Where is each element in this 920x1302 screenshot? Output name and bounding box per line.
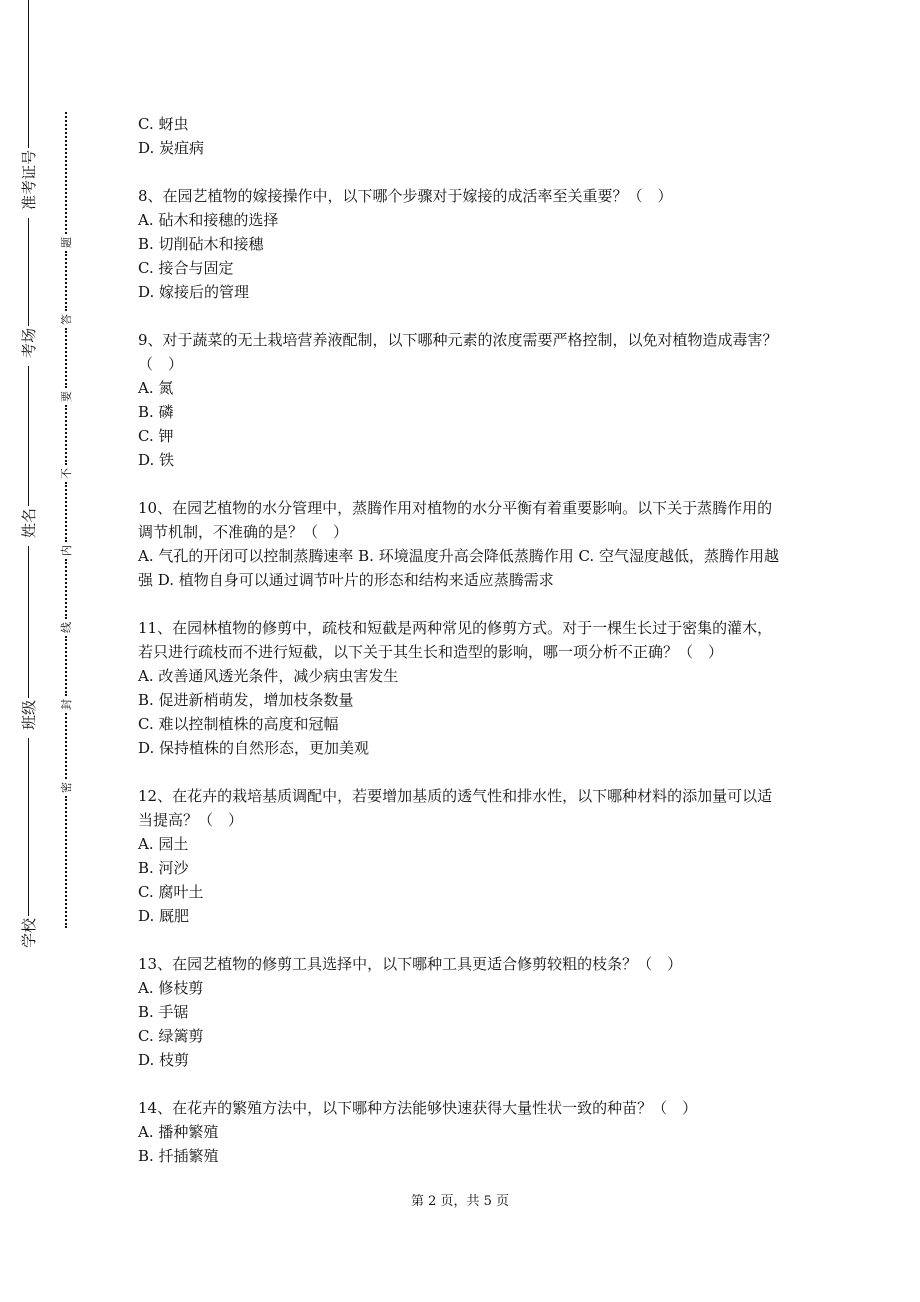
student-info-field [18, 366, 39, 538]
answer-option[interactable]: B. 扦插繁殖 [138, 1147, 219, 1165]
question-block [138, 112, 786, 160]
question-list [138, 112, 786, 1192]
answer-option[interactable]: A. 砧木和接穗的选择 [138, 211, 279, 229]
student-info-blank[interactable] [28, 218, 29, 326]
answer-option[interactable]: A. 气孔的开闭可以控制蒸腾速率 B. 环境温度升高会降低蒸腾作用 C. 空气湿度越低，蒸腾作用越强 D. 植物自身可以通过调节叶片的形态和结构来适应蒸腾需求 [138, 547, 779, 589]
answer-option[interactable]: B. 手锯 [138, 1003, 189, 1021]
answer-option[interactable]: C. 接合与固定 [138, 259, 234, 277]
answer-options [138, 1120, 786, 1168]
answer-option[interactable]: A. 播种繁殖 [138, 1123, 219, 1141]
student-info-blank[interactable] [28, 546, 29, 698]
answer-option[interactable]: D. 嫁接后的管理 [138, 283, 250, 301]
answer-option[interactable]: A. 改善通风透光条件，减少病虫害发生 [138, 667, 399, 685]
answer-options [138, 376, 786, 472]
seal-word: 答 [60, 314, 73, 325]
question-stem: 8、在园艺植物的嫁接操作中，以下哪个步骤对于嫁接的成活率至关重要？（ ） [138, 187, 673, 205]
seal-word: 密 [60, 782, 73, 793]
seal-dots [65, 328, 67, 388]
answer-option[interactable]: B. 切削砧木和接穗 [138, 235, 264, 253]
answer-options [138, 112, 786, 160]
answer-option[interactable]: D. 铁 [138, 451, 175, 469]
page-footer: 第 2 页，共 5 页 [410, 1194, 510, 1209]
answer-option[interactable]: C. 钾 [138, 427, 174, 445]
seal-word: 不 [60, 468, 73, 479]
student-info-field [18, 546, 39, 730]
seal-dots [65, 405, 67, 465]
student-info-label: 姓名 [20, 507, 38, 538]
question-stem: 10、在园艺植物的水分管理中，蒸腾作用对植物的水分平衡有着重要影响。以下关于蒸腾作用的调节机制，不准确的是？（ ） [138, 499, 773, 541]
seal-word: 线 [60, 622, 73, 633]
seal-dots [65, 112, 67, 234]
student-info-field [18, 0, 39, 210]
student-info-label: 考场 [20, 327, 38, 358]
answer-option[interactable]: D. 保持植株的自然形态，更加美观 [138, 739, 370, 757]
question-stem: 9、对于蔬菜的无土栽培营养液配制，以下哪种元素的浓度需要严格控制，以免对植物造成毒害？（ ） [138, 331, 778, 373]
question-block [138, 328, 786, 472]
student-info-label: 准考证号 [20, 149, 38, 210]
answer-options [138, 208, 786, 304]
student-info-field [18, 738, 39, 948]
answer-option[interactable]: A. 修枝剪 [138, 979, 204, 997]
seal-word: 题 [60, 237, 73, 248]
seal-dots [65, 636, 67, 696]
answer-option[interactable]: C. 腐叶土 [138, 883, 204, 901]
seal-word: 要 [60, 391, 73, 402]
seal-line [58, 110, 74, 930]
question-block [138, 184, 786, 304]
question-block [138, 952, 786, 1072]
question-block [138, 1096, 786, 1168]
student-info-blank[interactable] [28, 0, 29, 148]
answer-option[interactable]: D. 厩肥 [138, 907, 190, 925]
seal-word: 内 [60, 545, 73, 556]
seal-dots [65, 796, 67, 928]
student-info-blank[interactable] [28, 366, 29, 506]
question-block [138, 784, 786, 928]
question-stem: 14、在花卉的繁殖方法中，以下哪种方法能够快速获得大量性状一致的种苗？（ ） [138, 1099, 698, 1117]
seal-dots [65, 559, 67, 619]
answer-option[interactable]: A. 园土 [138, 835, 189, 853]
binding-margin [0, 0, 120, 1302]
answer-option[interactable]: C. 绿篱剪 [138, 1027, 204, 1045]
seal-dots [65, 251, 67, 311]
answer-option[interactable]: C. 难以控制植株的高度和冠幅 [138, 715, 339, 733]
seal-word: 封 [60, 699, 73, 710]
student-info-field [18, 218, 39, 358]
answer-option[interactable]: B. 河沙 [138, 859, 189, 877]
question-stem: 11、在园林植物的修剪中，疏枝和短截是两种常见的修剪方式。对于一棵生长过于密集的灌木，若只进行疏枝而不进行短截，以下关于其生长和造型的影响，哪一项分析不正确？（ ） [138, 619, 773, 661]
answer-option[interactable]: B. 促进新梢萌发，增加枝条数量 [138, 691, 354, 709]
student-info-label: 学校 [20, 917, 38, 948]
question-stem: 12、在花卉的栽培基质调配中，若要增加基质的透气性和排水性，以下哪种材料的添加量可以适当提高？（ ） [138, 787, 773, 829]
question-block [138, 496, 786, 592]
seal-dots [65, 482, 67, 542]
question-stem: 13、在园艺植物的修剪工具选择中，以下哪种工具更适合修剪较粗的枝条？（ ） [138, 955, 683, 973]
student-info-blank[interactable] [28, 738, 29, 916]
answer-option[interactable]: D. 枝剪 [138, 1051, 190, 1069]
answer-options [138, 664, 786, 760]
answer-options [138, 976, 786, 1072]
student-info-label: 班级 [20, 699, 38, 730]
answer-option[interactable]: B. 磷 [138, 403, 174, 421]
answer-option[interactable]: D. 炭疽病 [138, 139, 205, 157]
seal-dots [65, 713, 67, 779]
answer-option[interactable]: C. 蚜虫 [138, 115, 189, 133]
answer-option[interactable]: A. 氮 [138, 379, 174, 397]
answer-options [138, 544, 786, 592]
answer-options [138, 832, 786, 928]
student-info-strip [18, 0, 39, 948]
question-block [138, 616, 786, 760]
